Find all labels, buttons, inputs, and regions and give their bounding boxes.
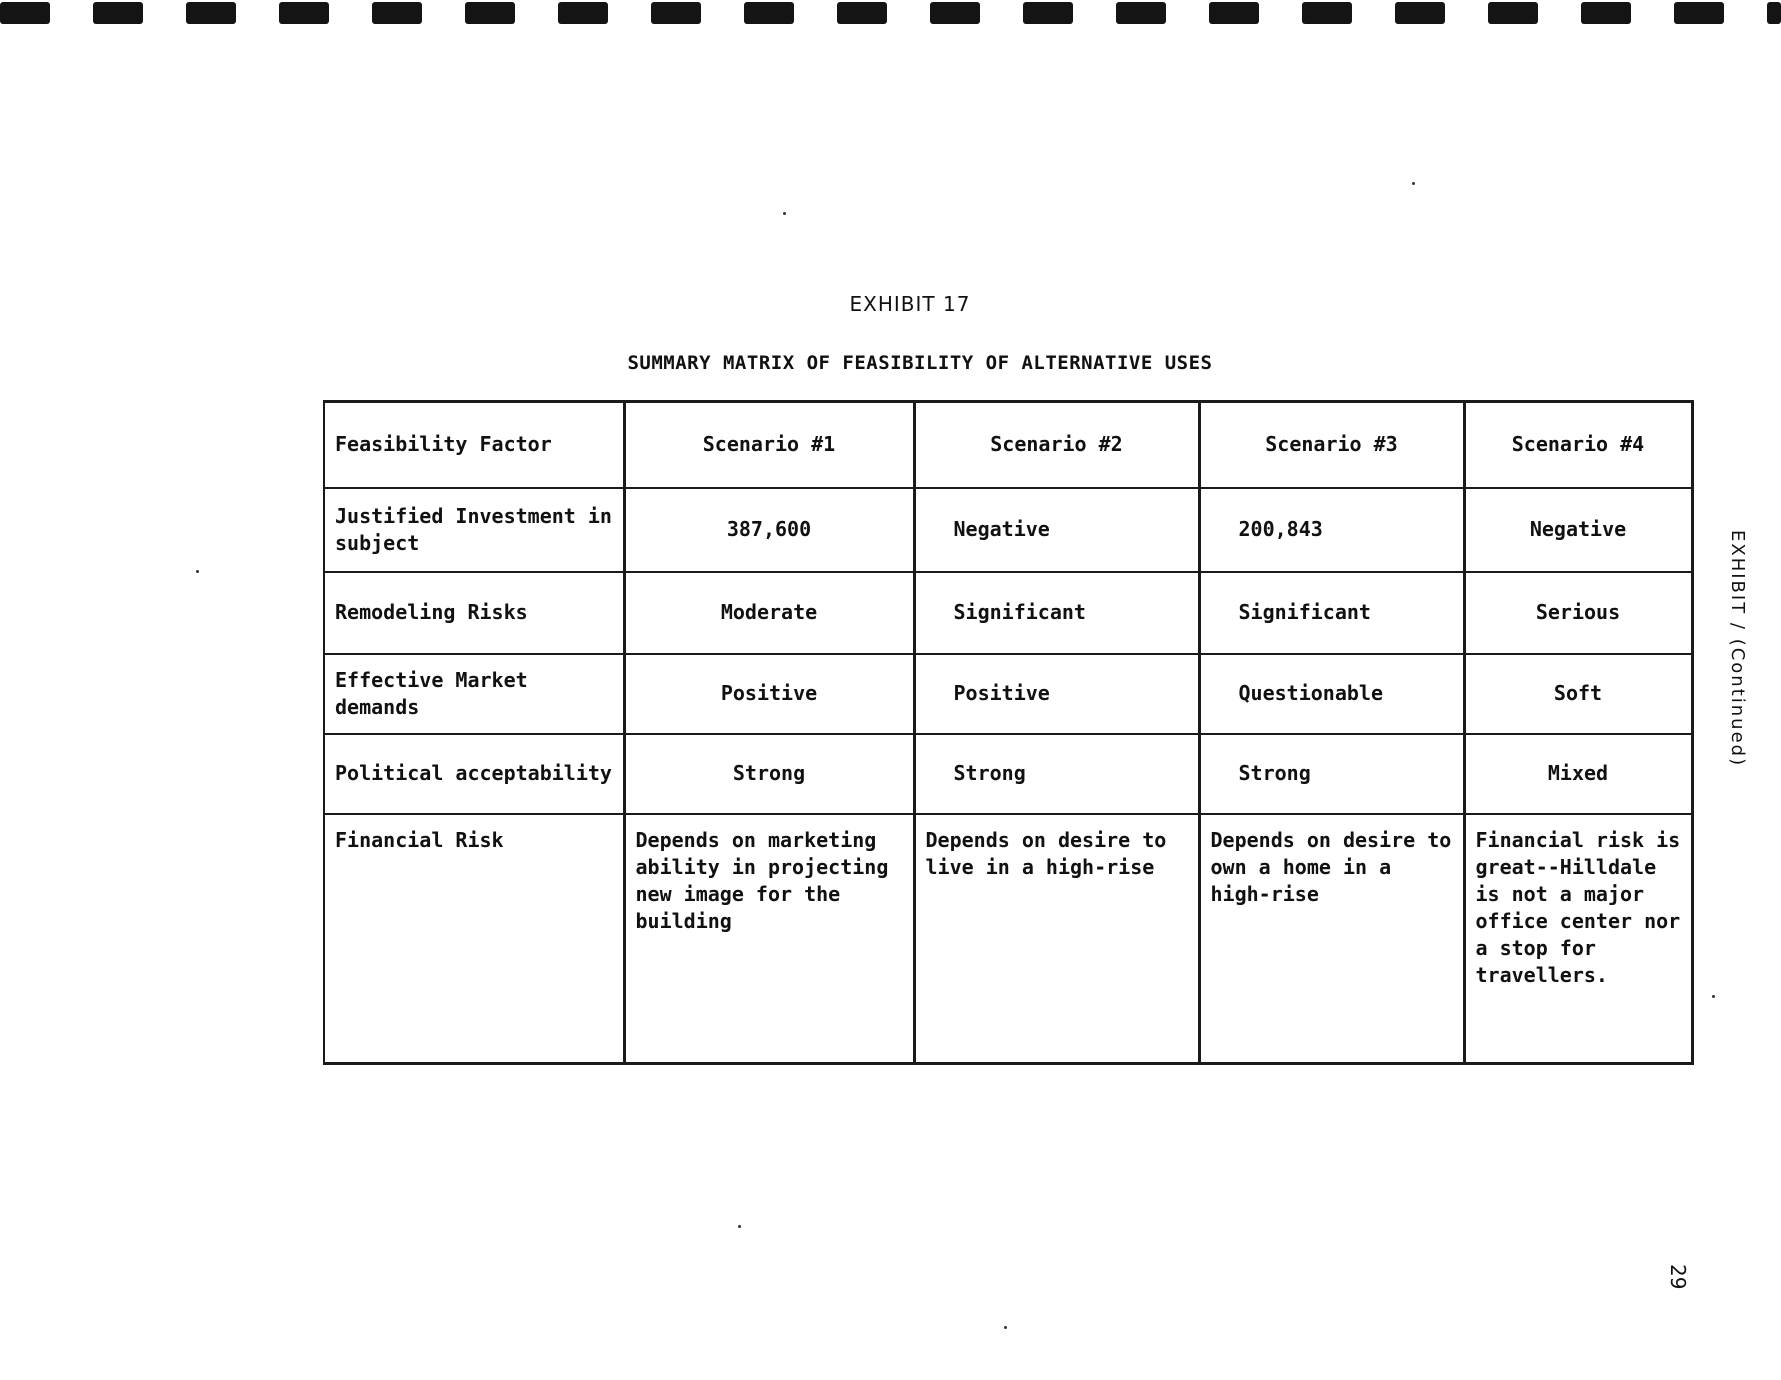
- perforation-hole: [837, 2, 887, 24]
- exhibit-label: EXHIBIT 17: [849, 292, 971, 316]
- perforation-hole: [744, 2, 794, 24]
- perforation-hole: [651, 2, 701, 24]
- header-row: [324, 402, 1692, 488]
- table-cell: Moderate: [624, 572, 914, 654]
- perforation-hole: [1395, 2, 1445, 24]
- header-scenario-4: Scenario #4: [1464, 402, 1692, 488]
- header-feasibility-factor: Feasibility Factor: [324, 402, 624, 488]
- page-number: 29: [1666, 1264, 1690, 1290]
- table-cell: Strong: [914, 734, 1199, 814]
- scan-speck: [783, 212, 786, 215]
- perforation-hole: [0, 2, 50, 24]
- row-factor-label: Remodeling Risks: [324, 572, 624, 654]
- perforation-hole: [1488, 2, 1538, 24]
- table-cell: Serious: [1464, 572, 1692, 654]
- row-factor-label: Justified Investment in subject: [324, 488, 624, 572]
- table-row: [324, 654, 1692, 734]
- scan-speck: [1412, 182, 1415, 185]
- perforation-hole: [1581, 2, 1631, 24]
- table-row: [324, 814, 1692, 1064]
- table-cell: Depends on desire to own a home in a high-rise: [1199, 814, 1464, 1064]
- table-cell: Financial risk is great--Hilldale is not a major office center nor a stop for travellers.: [1464, 814, 1692, 1064]
- scan-speck: [1712, 995, 1715, 998]
- perforation-hole: [186, 2, 236, 24]
- header-scenario-3: Scenario #3: [1199, 402, 1464, 488]
- row-factor-label: Financial Risk: [324, 814, 624, 1064]
- table-cell: Strong: [1199, 734, 1464, 814]
- perforation-hole: [465, 2, 515, 24]
- table-cell: Depends on desire to live in a high-rise: [914, 814, 1199, 1064]
- perforation-strip: [0, 0, 1781, 28]
- scan-speck: [738, 1225, 741, 1228]
- table-cell: 200,843: [1199, 488, 1464, 572]
- table-cell: Soft: [1464, 654, 1692, 734]
- perforation-hole: [1302, 2, 1352, 24]
- header-scenario-1: Scenario #1: [624, 402, 914, 488]
- scan-speck: [1004, 1326, 1007, 1329]
- perforation-hole: [930, 2, 980, 24]
- perforation-hole: [93, 2, 143, 24]
- feasibility-matrix: [323, 400, 1694, 1065]
- perforation-hole: [558, 2, 608, 24]
- perforation-hole: [372, 2, 422, 24]
- table-cell: Questionable: [1199, 654, 1464, 734]
- table-cell: Positive: [914, 654, 1199, 734]
- table-row: [324, 488, 1692, 572]
- perforation-hole: [1767, 2, 1781, 24]
- table-cell: Positive: [624, 654, 914, 734]
- scan-speck: [196, 570, 199, 573]
- header-scenario-2: Scenario #2: [914, 402, 1199, 488]
- table-cell: Negative: [914, 488, 1199, 572]
- perforation-hole: [1209, 2, 1259, 24]
- table-cell: Mixed: [1464, 734, 1692, 814]
- table-cell: Depends on marketing ability in projecting new image for the building: [624, 814, 914, 1064]
- perforation-hole: [1116, 2, 1166, 24]
- table-row: [324, 734, 1692, 814]
- table-cell: 387,600: [624, 488, 914, 572]
- perforation-hole: [279, 2, 329, 24]
- row-factor-label: Political acceptability: [324, 734, 624, 814]
- table-row: [324, 572, 1692, 654]
- table-cell: Significant: [1199, 572, 1464, 654]
- perforation-hole: [1674, 2, 1724, 24]
- side-exhibit-label: EXHIBIT / (Continued): [1727, 530, 1748, 768]
- perforation-hole: [1023, 2, 1073, 24]
- table-cell: Strong: [624, 734, 914, 814]
- row-factor-label: Effective Market demands: [324, 654, 624, 734]
- table-cell: Negative: [1464, 488, 1692, 572]
- table-cell: Significant: [914, 572, 1199, 654]
- matrix-title: SUMMARY MATRIX OF FEASIBILITY OF ALTERNATIVE USES: [627, 352, 1213, 374]
